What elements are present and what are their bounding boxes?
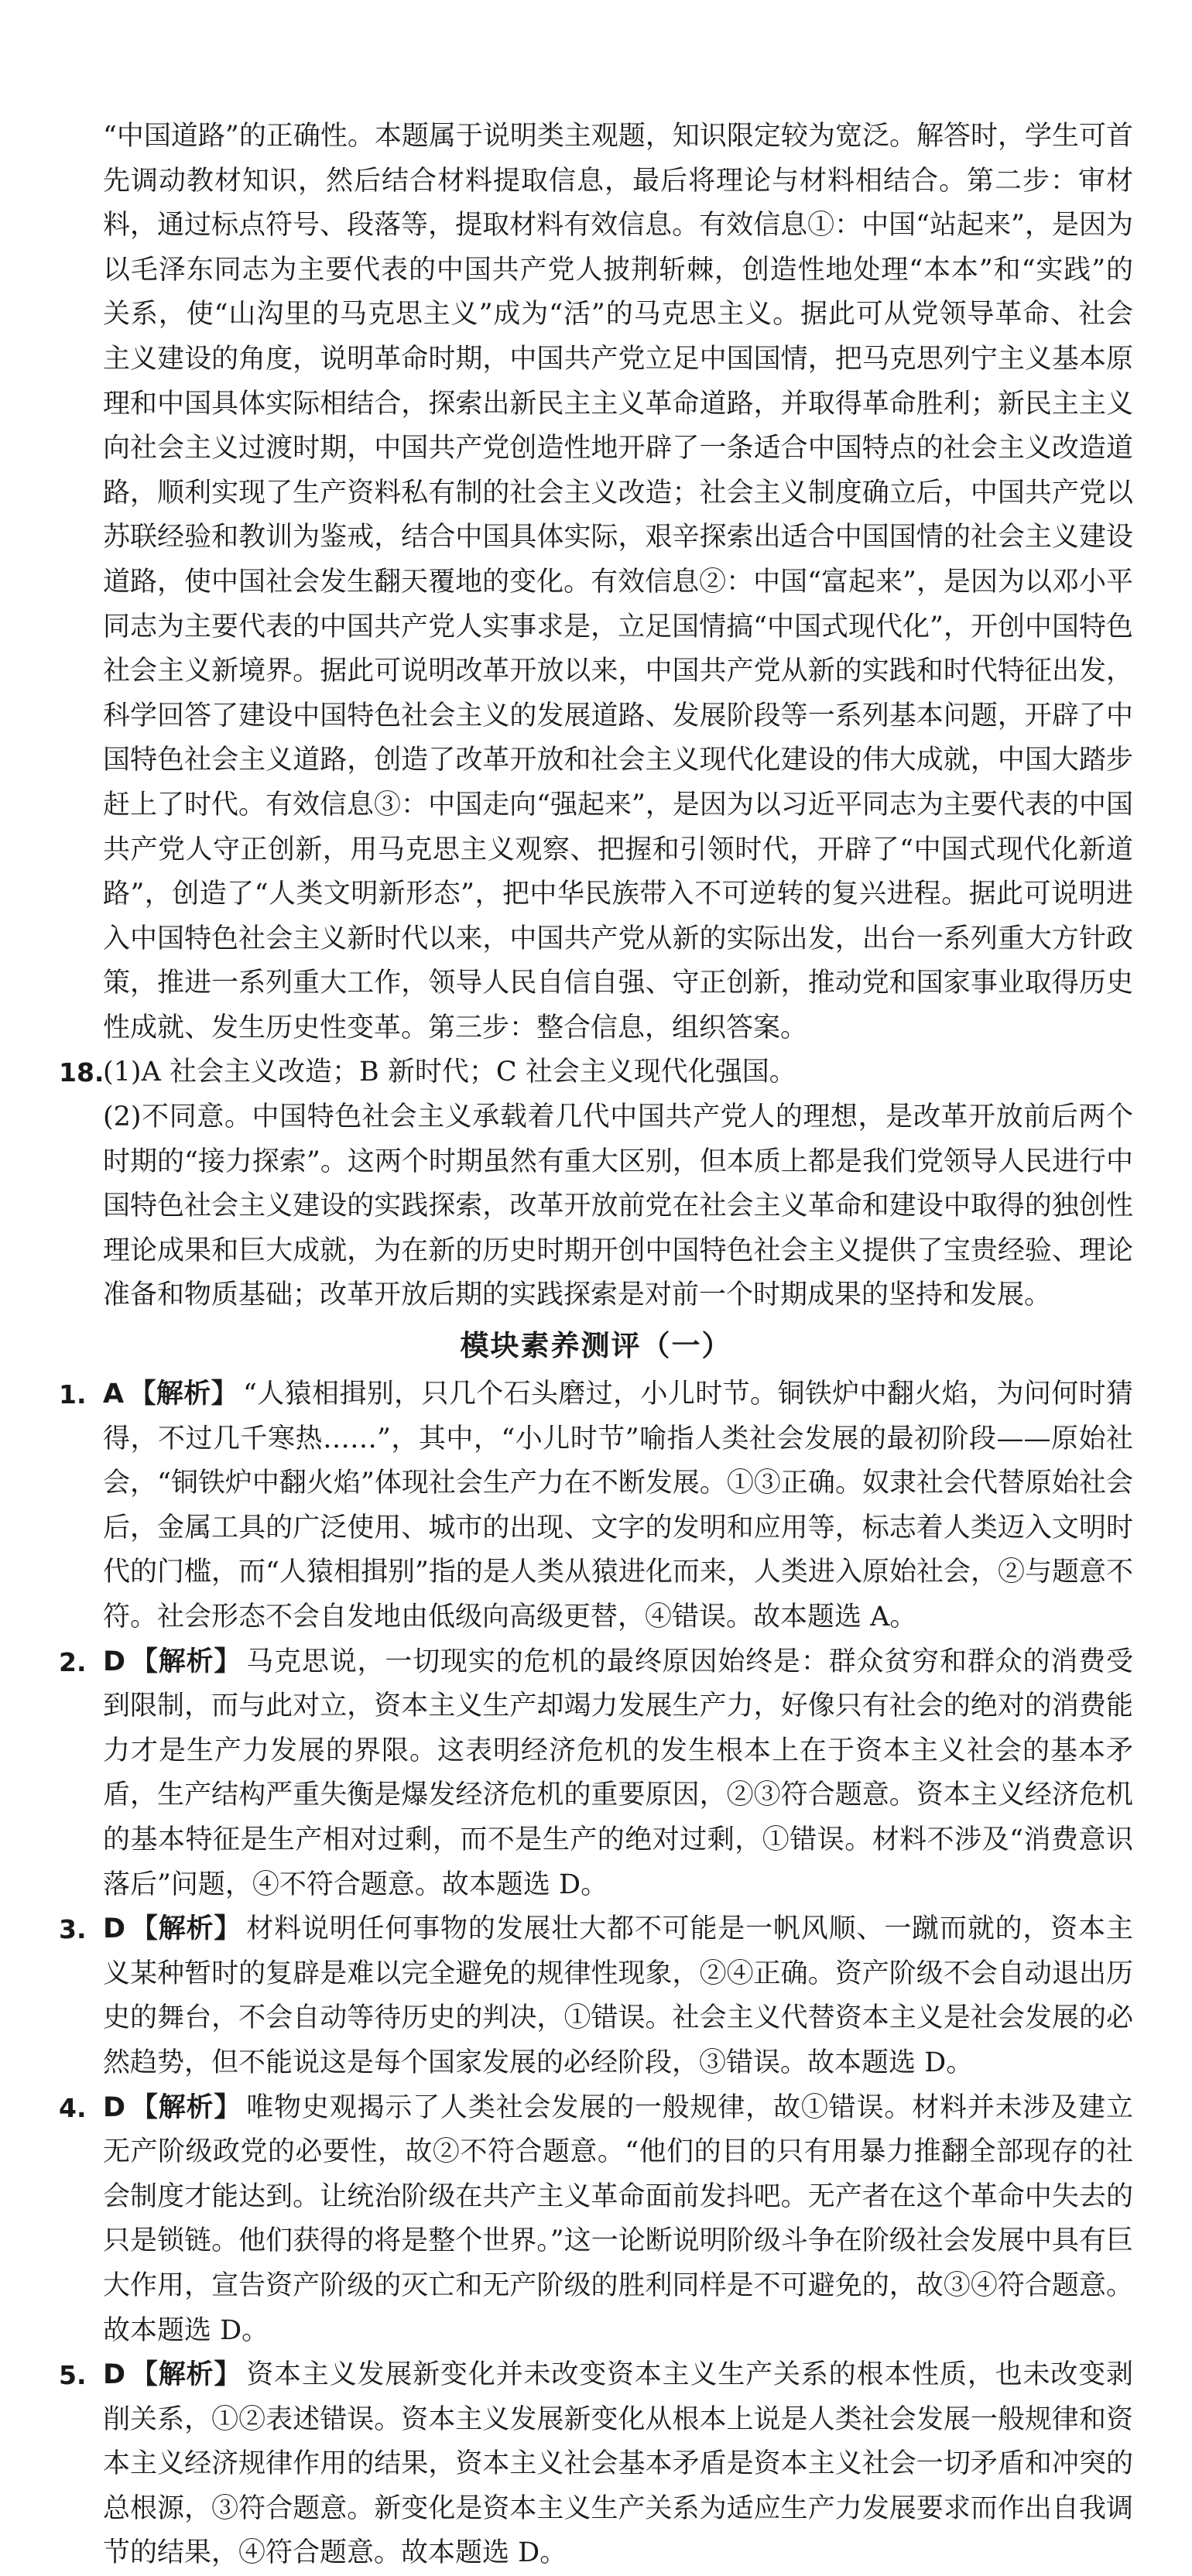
question-18-part-2: (2)不同意。中国特色社会主义承载着几代中国共产党人的理想，是改革开放前后两个时期的“接力探索”。这两个时期虽然有重大区别，但本质上都是我们党领导人民进行中国特色社会主义建设的实践探索，改革开放前党在社会主义革命和建设中取得的独创性理论成果和巨大成就，为在新的历史时期开创中国特色社会主义提供了宝贵经验、理论准备和物质基础；改革开放后期的实践探索是对前一个时期成果的坚持和发展。 xyxy=(103,1101,1133,1311)
item-number: 1. xyxy=(59,1379,87,1410)
analysis-tag: 【解析】 xyxy=(130,2091,242,2123)
item-number: 3. xyxy=(59,1914,87,1945)
item-number: 2. xyxy=(59,1646,87,1677)
item-number: 4. xyxy=(59,2092,87,2123)
answer-item-3 xyxy=(59,1907,1133,2085)
question-number: 18. xyxy=(59,1057,104,1088)
item-explanation: 唯物史观揭示了人类社会发展的一般规律，故①错误。材料并未涉及建立无产阶级政党的必要性，故②不符合题意。“他们的目的只有用暴力推翻全部现存的社会制度才能达到。让统治阶级在共产主义革命面前发抖吧。无产者在这个革命中失去的只是锁链。他们获得的将是整个世界。”这一论断说明阶级斗争在阶级社会发展中具有巨大作用，宣告资产阶级的灭亡和无产阶级的胜利同样是不可避免的，故③④符合题意。故本题选 D。 xyxy=(103,2091,1133,2346)
analysis-tag: 【解析】 xyxy=(128,1379,238,1410)
analysis-tag: 【解析】 xyxy=(130,1646,242,1677)
item-answer: A xyxy=(103,1379,125,1410)
section-title: 模块素养测评（一） xyxy=(460,1329,732,1363)
question-18-part-1: (1)A 社会主义改造；B 新时代；C 社会主义现代化强国。 xyxy=(103,1057,796,1088)
item-explanation: 材料说明任何事物的发展壮大都不可能是一帆风顺、一蹴而就的，资本主义某种暂时的复辟是难以完全避免的规律性现象，②④正确。资产阶级不会自动退出历史的舞台，不会自动等待历史的判决，①错误。社会主义代替资本主义是社会发展的必然趋势，但不能说这是每个国家发展的必经阶段，③错误。故本题选 D。 xyxy=(103,1913,1133,2078)
item-explanation: “人猿相揖别，只几个石头磨过，小儿时节。铜铁炉中翻火焰，为问何时猜得，不过几千寒热……”，其中，“小儿时节”喻指人类社会发展的最初阶段——原始社会，“铜铁炉中翻火焰”体现社会生产力在不断发展。①③正确。奴隶社会代替原始社会后，金属工具的广泛使用、城市的出现、文字的发明和应用等，标志着人类迈入文明时代的门槛，而“人猿相揖别”指的是人类从猿进化而来，人类进入原始社会，②与题意不符。社会形态不会自发地由低级向高级更替，④错误。故本题选 A。 xyxy=(103,1379,1133,1632)
item-answer: D xyxy=(103,2359,126,2391)
answer-item-2 xyxy=(59,1640,1133,1908)
answer-item-1 xyxy=(59,1372,1133,1640)
item-explanation: 资本主义发展新变化并未改变资本主义生产关系的根本性质，也未改变剥削关系，①②表述错误。资本主义发展新变化从根本上说是人类社会发展一般规律和资本主义经济规律作用的结果，资本主义社会基本矛盾是资本主义社会一切矛盾和冲突的总根源，③符合题意。新变化是资本主义生产关系为适应生产力发展要求而作出自我调节的结果，④符合题意。故本题选 D。 xyxy=(103,2359,1133,2569)
analysis-tag: 【解析】 xyxy=(130,1913,242,1945)
intro-paragraph: “中国道路”的正确性。本题属于说明类主观题，知识限定较为宽泛。解答时，学生可首先调动教材知识，然后结合材料提取信息，最后将理论与材料相结合。第二步：审材料，通过标点符号、段落等，提取材料有效信息。有效信息①：中国“站起来”，是因为以毛泽东同志为主要代表的中国共产党人披荆斩棘，创造性地处理“本本”和“实践”的关系，使“山沟里的马克思主义”成为“活”的马克思主义。据此可从党领导革命、社会主义建设的角度，说明革命时期，中国共产党立足中国国情，把马克思列宁主义基本原理和中国具体实际相结合，探索出新民主主义革命道路，并取得革命胜利；新民主主义向社会主义过渡时期，中国共产党创造性地开辟了一条适合中国特点的社会主义改造道路，顺利实现了生产资料私有制的社会主义改造；社会主义制度确立后，中国共产党以苏联经验和教训为鉴戒，结合中国具体实际，艰辛探索出适合中国国情的社会主义建设道路，使中国社会发生翻天覆地的变化。有效信息②：中国“富起来”，是因为以邓小平同志为主要代表的中国共产党人实事求是，立足国情搞“中国式现代化”，开创中国特色社会主义新境界。据此可说明改革开放以来，中国共产党从新的实践和时代特征出发，科学回答了建设中国特色社会主义的发展道路、发展阶段等一系列基本问题，开辟了中国特色社会主义道路，创造了改革开放和社会主义现代化建设的伟大成就，中国大踏步赶上了时代。有效信息③：中国走向“强起来”，是因为以习近平同志为主要代表的中国共产党人守正创新，用马克思主义观察、把握和引领时代，开辟了“中国式现代化新道路”，创造了“人类文明新形态”，把中华民族带入不可逆转的复兴进程。据此可说明进入中国特色社会主义新时代以来，中国共产党从新的实际出发，出台一系列重大方针政策，推进一系列重大工作，领导人民自信自强、守正创新，推动党和国家事业取得历史性成就、发生历史性变革。第三步：整合信息，组织答案。 xyxy=(103,121,1133,1043)
analysis-tag: 【解析】 xyxy=(130,2359,242,2391)
item-answer: D xyxy=(103,2091,126,2123)
item-number: 5. xyxy=(59,2360,87,2391)
answer-item-4 xyxy=(59,2086,1133,2354)
item-answer: D xyxy=(103,1646,126,1677)
item-explanation: 马克思说，一切现实的危机的最终原因始终是：群众贫穷和群众的消费受到限制，而与此对立，资本主义生产却竭力发展生产力，好像只有社会的绝对的消费能力才是生产力发展的界限。这表明经济危机的发生根本上在于资本主义社会的基本矛盾，生产结构严重失衡是爆发经济危机的重要原因，②③符合题意。资本主义经济危机的基本特征是生产相对过剩，而不是生产的绝对过剩，①错误。材料不涉及“消费意识落后”问题，④不符合题意。故本题选 D。 xyxy=(103,1646,1133,1900)
answer-item-5 xyxy=(59,2353,1133,2576)
question-18-answer xyxy=(59,1050,1133,1318)
item-answer: D xyxy=(103,1913,126,1945)
